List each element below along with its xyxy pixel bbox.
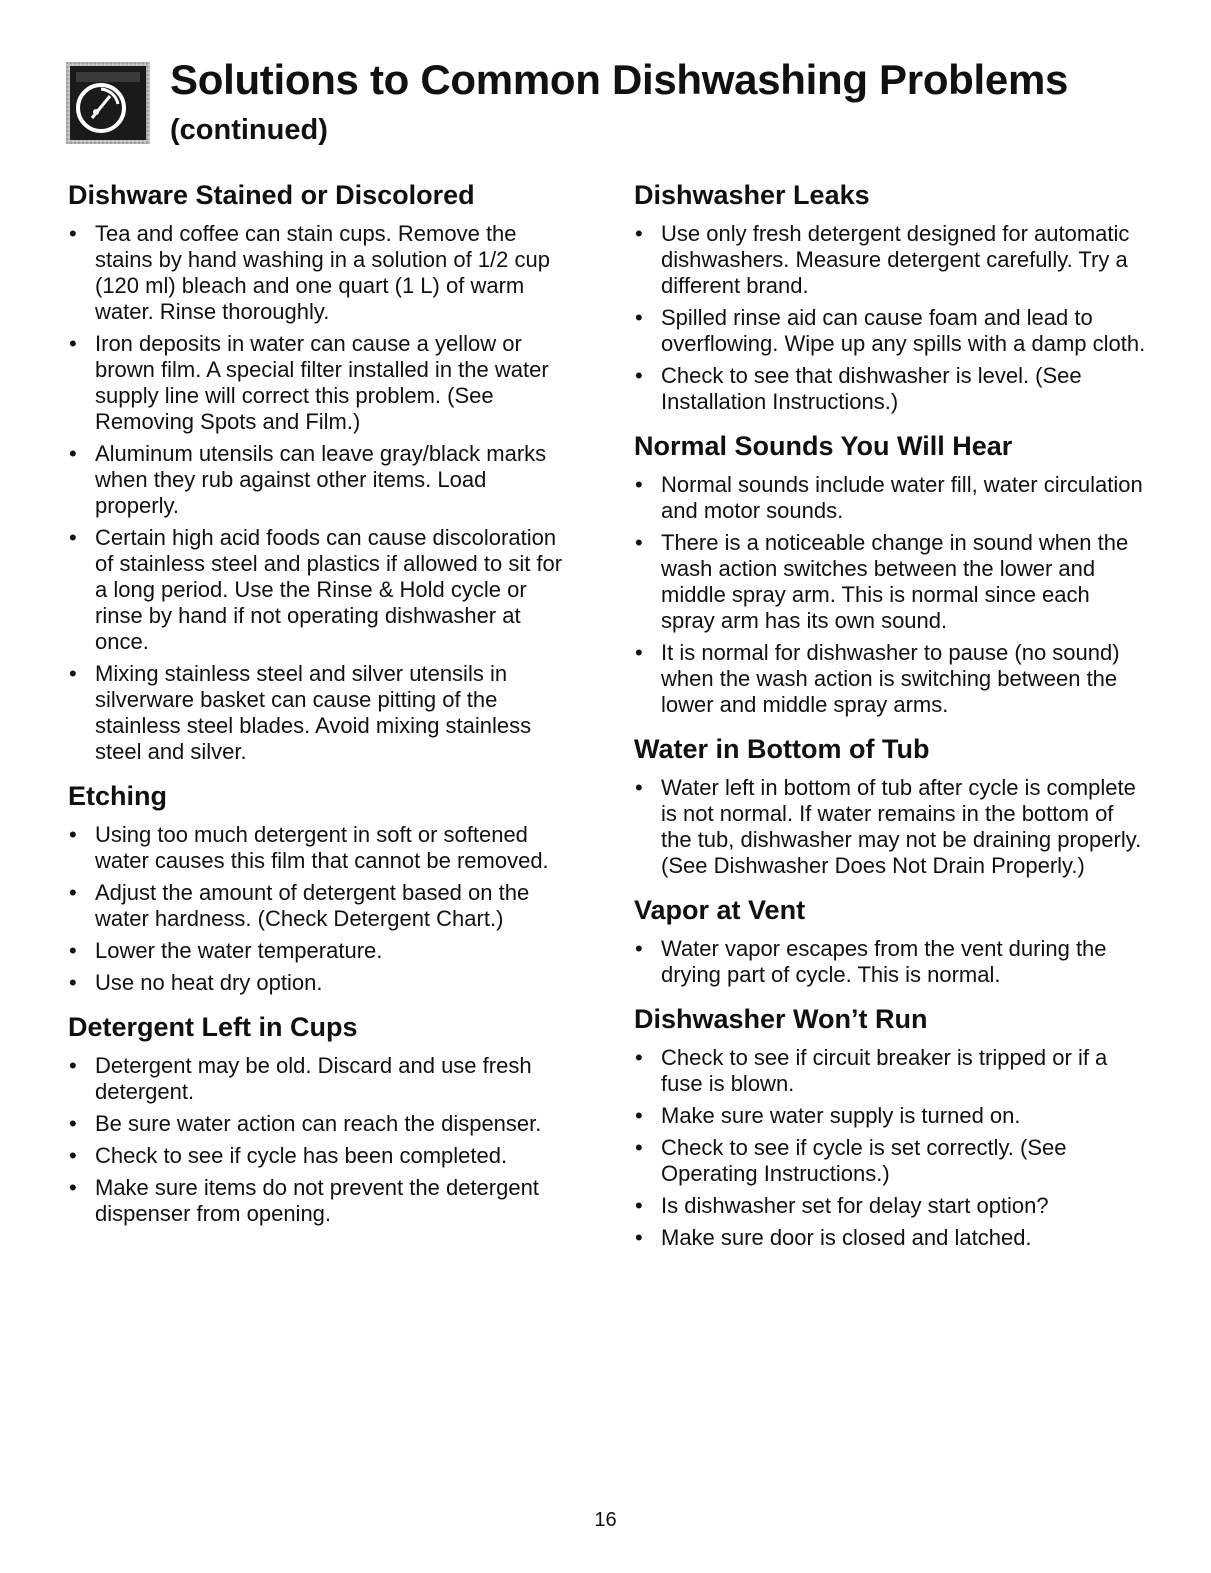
list-item-text: Certain high acid foods can cause discoloration of stainless steel and plastics if allowed to sit for a long period. Use the Rinse & Hold cycle or rinse by hand if not operating dishwasher at once.	[95, 525, 563, 654]
list-item-text: Water left in bottom of tub after cycle is complete is not normal. If water remains in the bottom of the tub, dishwasher may not be draining properly. (See Dishwasher Does Not Drain Properly.)	[661, 775, 1142, 878]
list-item-text: Check to see if cycle is set correctly. (See Operating Instructions.)	[661, 1135, 1067, 1186]
section-heading: Water in Bottom of Tub	[634, 734, 930, 764]
section-dishwasher-leaks	[634, 178, 1149, 415]
list-item-text: Make sure water supply is turned on.	[661, 1103, 1021, 1128]
page-number: 16	[594, 1509, 617, 1531]
list-item	[68, 1143, 573, 1169]
dishwasher-cycle-icon	[66, 62, 150, 144]
bullet-icon: •	[635, 640, 643, 665]
list-item-text: Check to see that dishwasher is level. (See Installation Instructions.)	[661, 363, 1082, 414]
list-item-text: Check to see if circuit breaker is tripped or if a fuse is blown.	[661, 1045, 1108, 1096]
bullet-icon: •	[635, 305, 643, 330]
right-column	[634, 178, 1149, 1257]
bullet-icon: •	[635, 1225, 643, 1250]
section-heading: Detergent Left in Cups	[68, 1012, 358, 1042]
list-item-text: Water vapor escapes from the vent during the drying part of cycle. This is normal.	[661, 936, 1107, 987]
list-item	[68, 938, 573, 964]
list-item-text: There is a noticeable change in sound when the wash action switches between the lower and middle spray arm. This is normal since each spray arm has its own sound.	[661, 530, 1129, 633]
list-item	[68, 331, 573, 435]
section-etching	[68, 779, 573, 996]
list-item	[68, 880, 573, 932]
bullet-list	[68, 221, 573, 765]
bullet-icon: •	[635, 1103, 643, 1128]
page-title: Solutions to Common Dishwashing Problems	[170, 56, 1069, 103]
list-item-text: Check to see if cycle has been completed.	[95, 1143, 508, 1168]
section-detergent-left	[68, 1010, 573, 1227]
bullet-list	[68, 822, 573, 996]
bullet-icon: •	[69, 1143, 77, 1168]
bullet-icon: •	[635, 530, 643, 555]
bullet-list	[634, 936, 1149, 988]
list-item	[68, 525, 573, 655]
list-item	[68, 1111, 573, 1137]
list-item-text: It is normal for dishwasher to pause (no sound) when the wash action is switching between the lower and middle spray arms.	[661, 640, 1120, 717]
list-item-text: Adjust the amount of detergent based on the water hardness. (Check Detergent Chart.)	[95, 880, 530, 931]
list-item	[634, 221, 1149, 299]
bullet-icon: •	[69, 1111, 77, 1136]
list-item-text: Lower the water temperature.	[95, 938, 383, 963]
list-item	[634, 305, 1149, 357]
list-item	[634, 640, 1149, 718]
list-item-text: Iron deposits in water can cause a yellow or brown film. A special filter installed in the water supply line will correct this problem. (See Removing Spots and Film.)	[95, 331, 549, 434]
bullet-list	[68, 1053, 573, 1227]
page-header	[66, 56, 1166, 156]
list-item	[634, 1045, 1149, 1097]
list-item	[634, 472, 1149, 524]
bullet-icon: •	[69, 1053, 77, 1078]
bullet-list	[634, 221, 1149, 415]
list-item-text: Make sure door is closed and latched.	[661, 1225, 1032, 1250]
bullet-icon: •	[69, 822, 77, 847]
page-subtitle: (continued)	[170, 114, 328, 146]
bullet-icon: •	[69, 441, 77, 466]
bullet-icon: •	[635, 363, 643, 388]
section-vapor-at-vent	[634, 893, 1149, 988]
bullet-list	[634, 472, 1149, 718]
list-item-text: Normal sounds include water fill, water circulation and motor sounds.	[661, 472, 1143, 523]
list-item-text: Spilled rinse aid can cause foam and lead to overflowing. Wipe up any spills with a damp cloth.	[661, 305, 1146, 356]
section-water-in-bottom	[634, 732, 1149, 879]
list-item	[68, 822, 573, 874]
list-item	[68, 661, 573, 765]
bullet-icon: •	[635, 775, 643, 800]
list-item-text: Use only fresh detergent designed for automatic dishwashers. Measure detergent carefully. Try a different brand.	[661, 221, 1130, 298]
section-normal-sounds	[634, 429, 1149, 718]
list-item-text: Tea and coffee can stain cups. Remove the stains by hand washing in a solution of 1/2 cup (120 ml) bleach and one quart (1 L) of warm water. Rinse thoroughly.	[95, 221, 550, 324]
list-item	[634, 1193, 1149, 1219]
bullet-icon: •	[69, 221, 77, 246]
bullet-icon: •	[69, 525, 77, 550]
list-item-text: Detergent may be old. Discard and use fresh detergent.	[95, 1053, 532, 1104]
bullet-icon: •	[69, 661, 77, 686]
list-item	[634, 1103, 1149, 1129]
bullet-icon: •	[69, 880, 77, 905]
bullet-icon: •	[635, 1135, 643, 1160]
section-heading: Dishwasher Leaks	[634, 180, 870, 210]
section-dishware-stained	[68, 178, 573, 765]
bullet-icon: •	[69, 970, 77, 995]
list-item	[68, 221, 573, 325]
list-item	[634, 1135, 1149, 1187]
bullet-icon: •	[635, 936, 643, 961]
bullet-list	[634, 1045, 1149, 1251]
list-item	[634, 363, 1149, 415]
list-item	[68, 970, 573, 996]
bullet-icon: •	[635, 1045, 643, 1070]
section-heading: Etching	[68, 781, 167, 811]
list-item-text: Make sure items do not prevent the detergent dispenser from opening.	[95, 1175, 539, 1226]
list-item-text: Is dishwasher set for delay start option?	[661, 1193, 1049, 1218]
list-item-text: Aluminum utensils can leave gray/black marks when they rub against other items. Load properly.	[95, 441, 547, 518]
list-item-text: Use no heat dry option.	[95, 970, 323, 995]
list-item-text: Using too much detergent in soft or softened water causes this film that cannot be removed.	[95, 822, 549, 873]
section-heading: Vapor at Vent	[634, 895, 806, 925]
bullet-icon: •	[69, 1175, 77, 1200]
section-heading: Normal Sounds You Will Hear	[634, 431, 1013, 461]
bullet-icon: •	[635, 1193, 643, 1218]
list-item-text: Be sure water action can reach the dispenser.	[95, 1111, 542, 1136]
list-item	[68, 1053, 573, 1105]
list-item	[634, 936, 1149, 988]
list-item	[634, 1225, 1149, 1251]
list-item	[68, 441, 573, 519]
section-wont-run	[634, 1002, 1149, 1251]
bullet-icon: •	[635, 221, 643, 246]
section-heading: Dishware Stained or Discolored	[68, 180, 475, 210]
list-item-text: Mixing stainless steel and silver utensils in silverware basket can cause pitting of the stainless steel blades. Avoid mixing stainless steel and silver.	[95, 661, 532, 764]
bullet-icon: •	[69, 938, 77, 963]
bullet-list	[634, 775, 1149, 879]
bullet-icon: •	[69, 331, 77, 356]
left-column	[68, 178, 573, 1233]
list-item	[634, 530, 1149, 634]
list-item	[68, 1175, 573, 1227]
list-item	[634, 775, 1149, 879]
section-heading: Dishwasher Won’t Run	[634, 1004, 928, 1034]
bullet-icon: •	[635, 472, 643, 497]
